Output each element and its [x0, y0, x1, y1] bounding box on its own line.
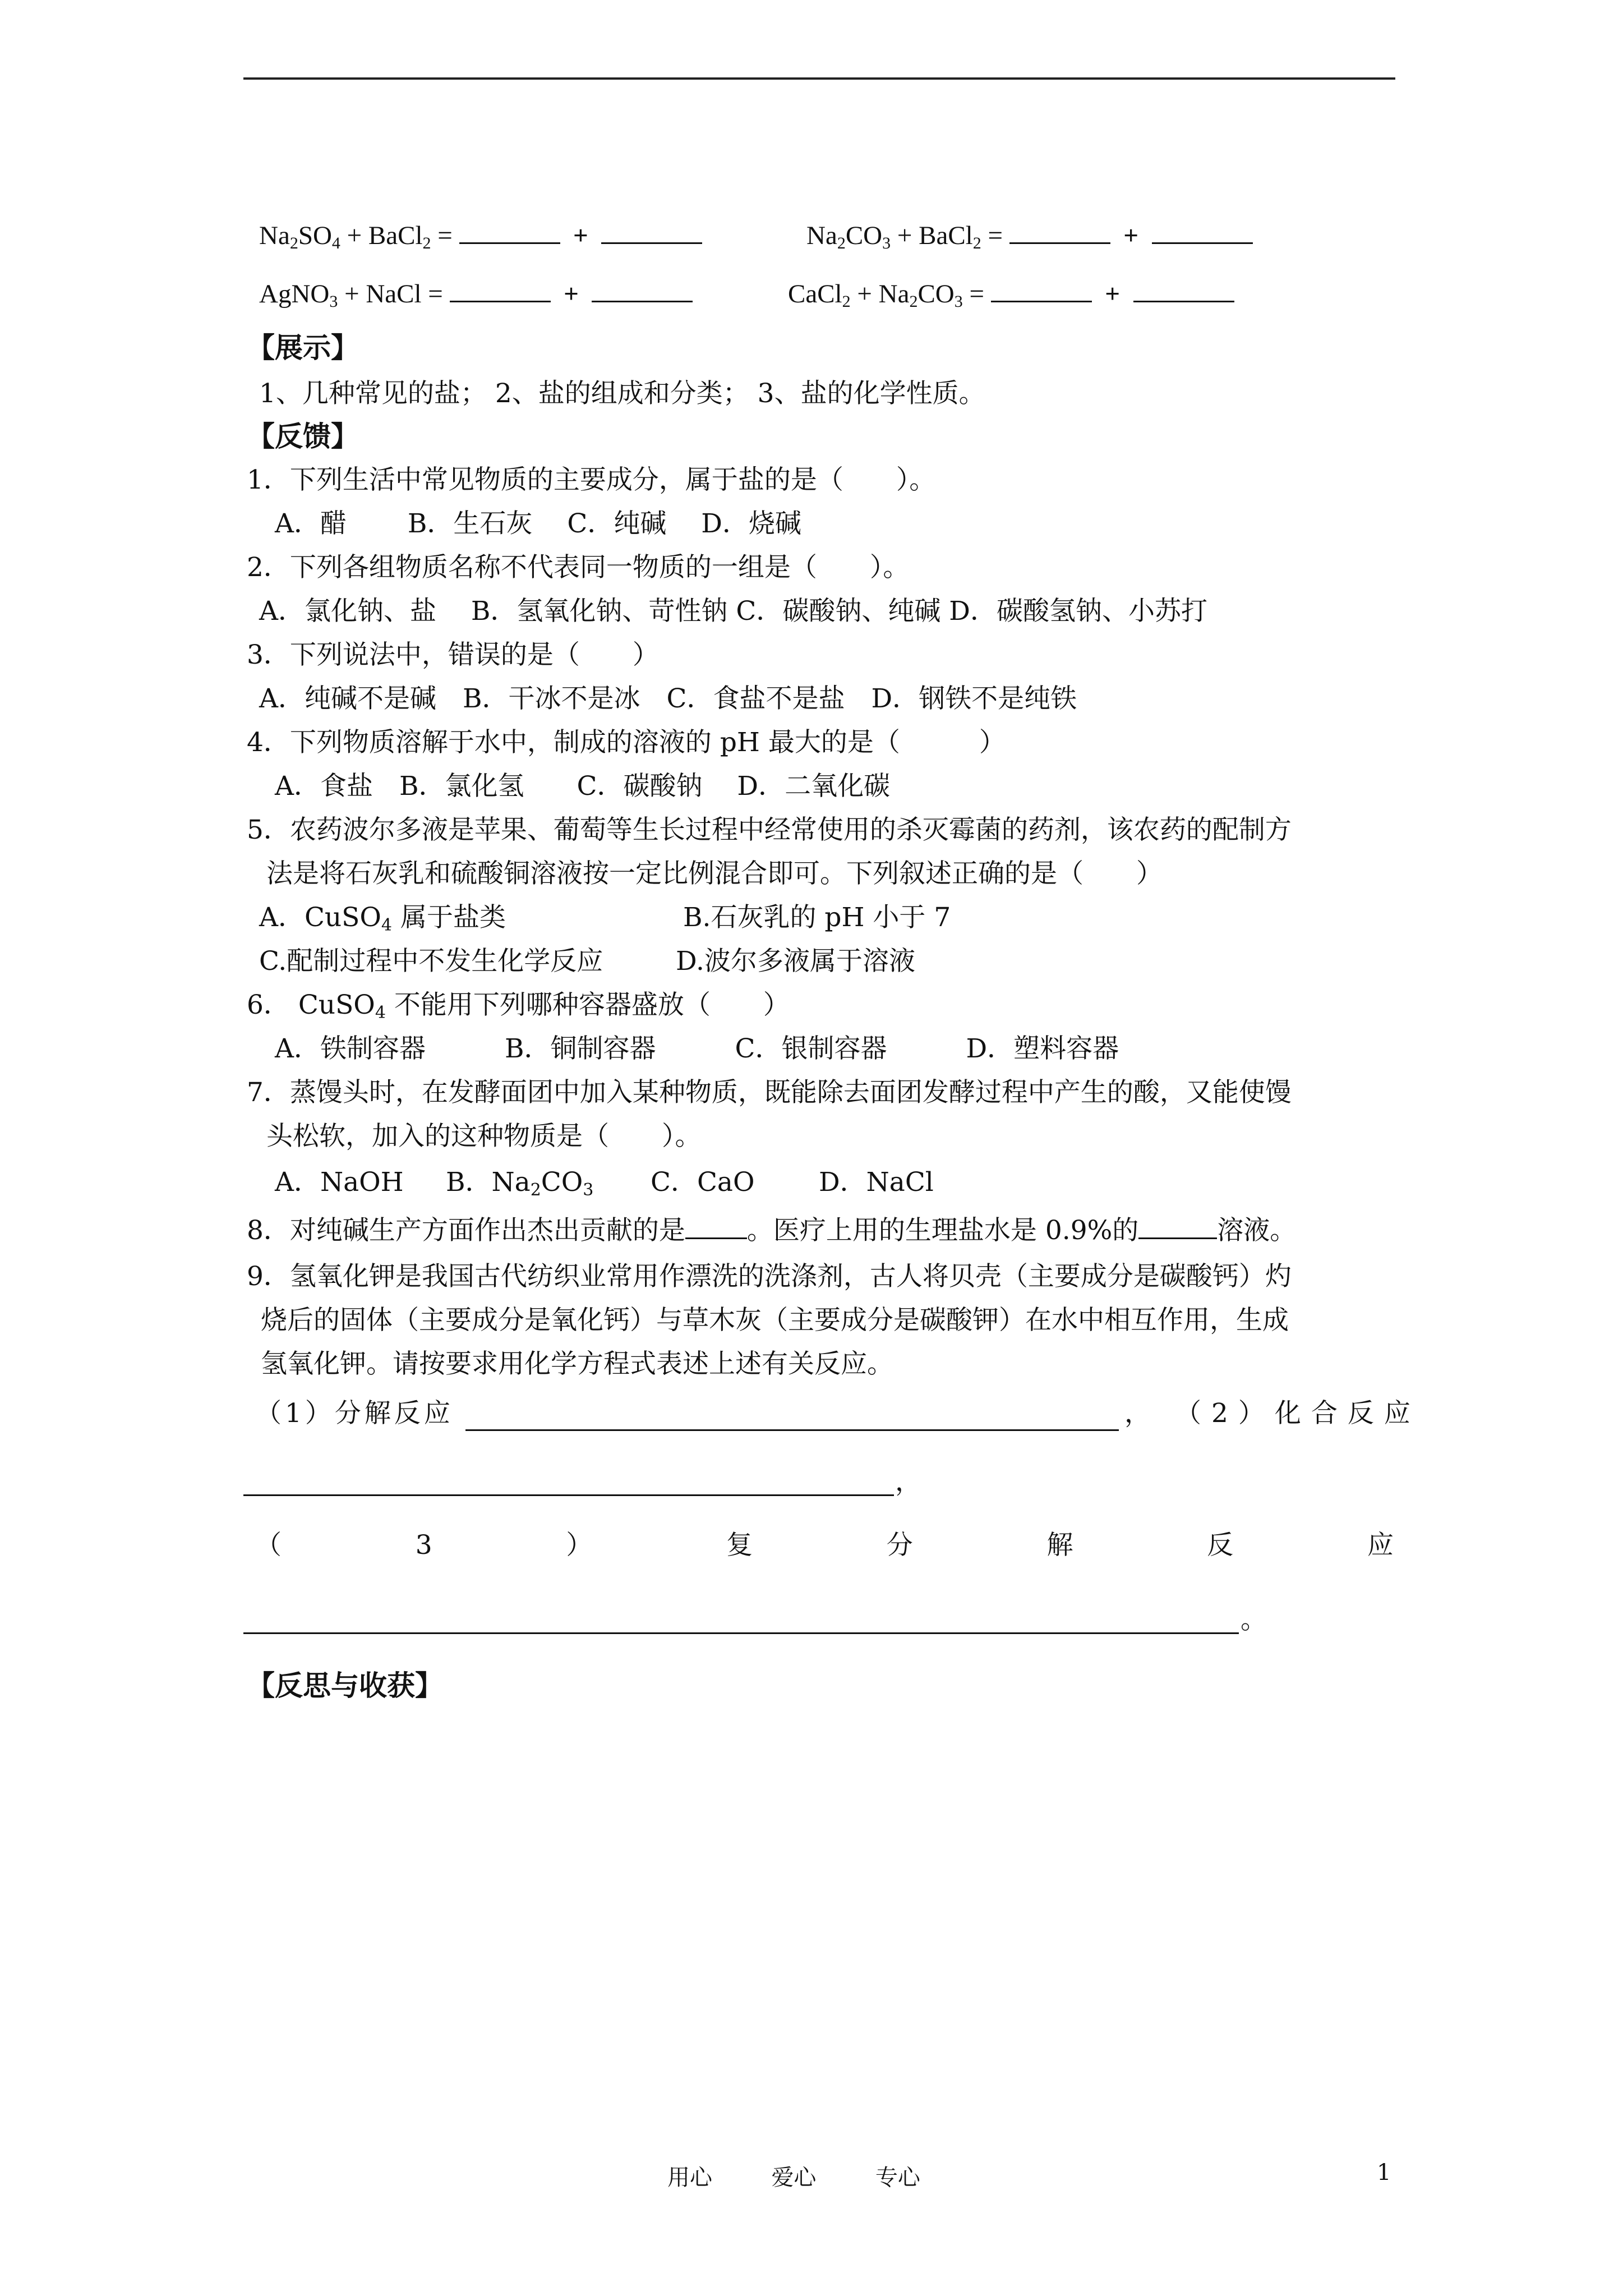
question-9-part-1-label: （1）分解反应	[255, 1398, 454, 1429]
question-7-line-2: 头松软，加入的这种物质是（ ）。	[266, 1121, 702, 1152]
section-heading-feedback: 【反馈】	[247, 420, 359, 453]
question-9-line-3: 氢氧化钾。请按要求用化学方程式表述上述有关反应。	[261, 1349, 893, 1379]
question-9-part-3-label: （ 3 ） 复 分 解 反 应	[255, 1530, 1394, 1561]
section-heading-show: 【展示】	[247, 332, 359, 364]
question-7-options: A．NaOH B．$Na_2CO_3$ C．CaO D．NaCl	[275, 1167, 934, 1200]
answer-blank[interactable]	[991, 276, 1092, 302]
question-5-option-d: D.波尔多液属于溶液	[676, 946, 915, 977]
question-4-options: A．食盐 B．氯化氢 C．碳酸钠 D．二氧化碳	[275, 771, 891, 802]
answer-blank[interactable]	[685, 1213, 747, 1239]
show-topics: 1、几种常见的盐； 2、盐的组成和分类； 3、盐的化学性质。	[259, 378, 985, 409]
question-2: 2．下列各组物质名称不代表同一物质的一组是（ ）。	[247, 552, 910, 583]
section-heading-reflect: 【反思与收获】	[247, 1669, 443, 1702]
answer-line[interactable]	[243, 1632, 1239, 1634]
footer-motto: 用心 爱心 专心	[667, 2165, 920, 2191]
question-9-line-2: 烧后的固体（主要成分是氧化钙）与草木灰（主要成分是碳酸钾）在水中相互作用，生成	[261, 1305, 1289, 1336]
equation-2: $Na_2CO_3$ + BaCl$_2$ = +	[806, 221, 1253, 250]
question-3-options: A．纯碱不是碱 B．干冰不是冰 C．食盐不是盐 D．钢铁不是纯铁	[259, 683, 1077, 714]
question-9-line-1: 9．氢氧化钾是我国古代纺织业常用作漂洗的洗涤剂，古人将贝壳（主要成分是碳酸钙）灼	[247, 1261, 1292, 1292]
answer-blank[interactable]	[1009, 218, 1110, 244]
question-7-line-1: 7．蒸馒头时，在发酵面团中加入某种物质，既能除去面团发酵过程中产生的酸，又能使馒	[247, 1077, 1292, 1108]
question-5-option-a: A．CuSO$_4$ 属于盐类	[259, 902, 506, 935]
period: 。	[1241, 1604, 1267, 1635]
answer-blank[interactable]	[601, 218, 702, 244]
question-4: 4．下列物质溶解于水中，制成的溶液的 pH 最大的是（ ）	[247, 727, 1006, 758]
question-3: 3．下列说法中，错误的是（ ）	[247, 639, 659, 670]
answer-line[interactable]	[243, 1494, 894, 1496]
question-5-option-b: B.石灰乳的 pH 小于 7	[683, 902, 951, 933]
equation-3: AgNO$_3$ + NaCl = +	[259, 279, 693, 309]
answer-blank[interactable]	[592, 276, 693, 302]
answer-blank[interactable]	[1152, 218, 1253, 244]
answer-blank[interactable]	[450, 276, 551, 302]
equation-row-1	[259, 218, 702, 252]
comma: ，	[1124, 1398, 1151, 1429]
question-6: 6． CuSO$_4$ 不能用下列哪种容器盛放（ ）	[247, 990, 790, 1023]
answer-line[interactable]	[465, 1429, 1119, 1431]
question-6-options: A．铁制容器 B．铜制容器 C．银制容器 D．塑料容器	[275, 1033, 1119, 1064]
question-1: 1．下列生活中常见物质的主要成分，属于盐的是（ ）。	[247, 464, 936, 495]
comma: ，	[895, 1466, 921, 1497]
equation-1: $Na_2SO_4$ + BaCl$_2$ = +	[259, 221, 702, 250]
question-5-line-2: 法是将石灰乳和硫酸铜溶液按一定比例混合即可。下列叙述正确的是（ ）	[266, 858, 1163, 889]
question-8: 8．对纯碱生产方面作出杰出贡献的是 。医疗上用的生理盐水是 0.9%的 溶液。	[247, 1213, 1296, 1248]
equation-4: CaCl$_2$ + $Na_2CO_3$ = +	[788, 279, 1234, 309]
question-9-part-2-label: （2）化合反应	[1175, 1398, 1421, 1429]
equation-row-1b	[806, 218, 1253, 252]
question-5-line-1: 5．农药波尔多液是苹果、葡萄等生长过程中经常使用的杀灭霉菌的药剂，该农药的配制方	[247, 815, 1292, 845]
equation-row-2b	[788, 276, 1234, 311]
page-number: 1	[1377, 2160, 1391, 2185]
question-5-option-c: C.配制过程中不发生化学反应	[259, 946, 603, 977]
equation-row-2	[259, 276, 693, 311]
question-1-options: A．醋 B．生石灰 C．纯碱 D．烧碱	[275, 508, 801, 539]
header-rule	[243, 77, 1395, 80]
question-2-options: A．氯化钠、盐 B．氢氧化钠、苛性钠 C．碳酸钠、纯碱 D．碳酸氢钠、小苏打	[259, 596, 1207, 627]
answer-blank[interactable]	[1133, 276, 1234, 302]
answer-blank[interactable]	[1138, 1213, 1217, 1239]
answer-blank[interactable]	[459, 218, 560, 244]
